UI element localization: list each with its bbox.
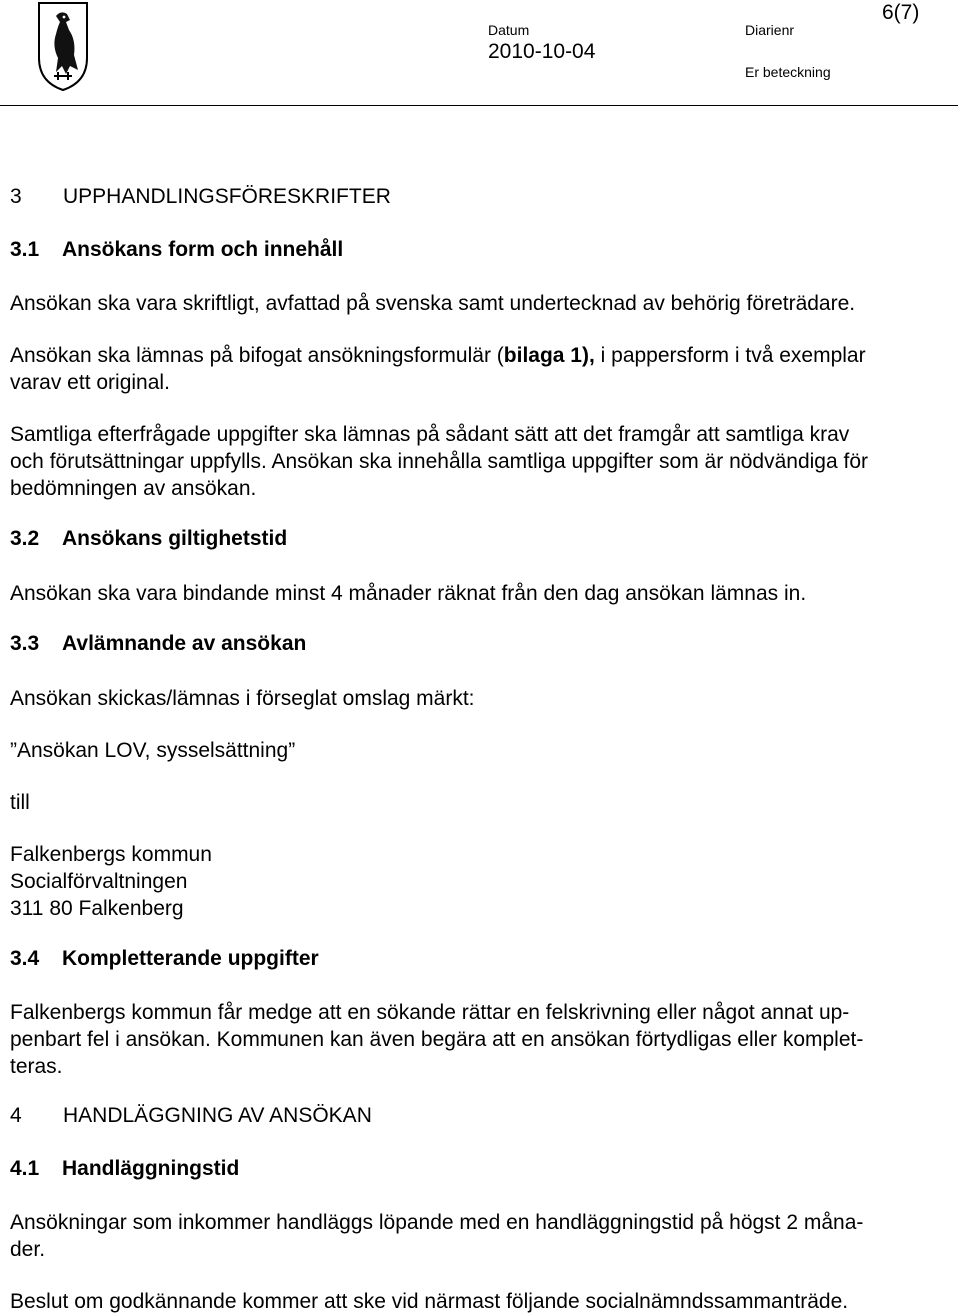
paragraph-line: penbart fel i ansökan. Kommunen kan även begära att en ansökan förtydligas eller komplet- — [10, 1028, 864, 1051]
paragraph: Ansökan skickas/lämnas i förseglat omslag märkt: — [10, 687, 475, 710]
section-3-4-heading — [10, 947, 319, 971]
section-4-heading — [10, 1104, 372, 1128]
text: Ansökan ska lämnas på bifogat ansökningsformulär ( — [10, 344, 504, 367]
section-title: Ansökans giltighetstid — [62, 527, 288, 550]
paragraph: Beslut om godkännande kommer att ske vid närmast följande socialnämndssammanträde. — [10, 1290, 849, 1313]
section-title: Avlämnande av ansökan — [62, 632, 307, 655]
section-number: 3.1 — [10, 238, 40, 261]
datum-label: Datum — [488, 22, 530, 38]
bold-reference: bilaga 1), — [503, 344, 595, 367]
diarienr-label: Diarienr — [745, 22, 795, 38]
paragraph-line: der. — [10, 1238, 46, 1261]
section-title: HANDLÄGGNING AV ANSÖKAN — [63, 1104, 372, 1127]
paragraph-line — [10, 342, 866, 369]
paragraph-line: Samtliga efterfrågade uppgifter ska lämnas på sådant sätt att det framgår att samtliga krav — [10, 423, 850, 446]
paragraph-line: bedömningen av ansökan. — [10, 477, 257, 500]
address-line: Falkenbergs kommun — [10, 843, 212, 866]
address-line: 311 80 Falkenberg — [10, 897, 184, 920]
paragraph-line: och förutsättningar uppfylls. Ansökan ska innehålla samtliga uppgifter som är nödvändiga för — [10, 450, 869, 473]
section-number: 3.2 — [10, 527, 40, 550]
paragraph: till — [10, 791, 30, 814]
section-title: Ansökans form och innehåll — [62, 238, 344, 261]
section-title: UPPHANDLINGSFÖRESKRIFTER — [63, 185, 391, 208]
section-number: 3.3 — [10, 632, 40, 655]
document-date: 2010-10-04 — [488, 40, 596, 63]
paragraph-line: Falkenbergs kommun får medge att en sökande rättar en felskrivning eller något annat up- — [10, 1001, 850, 1024]
section-number: 4.1 — [10, 1157, 40, 1180]
paragraph: Ansökan ska vara skriftligt, avfattad på svenska samt undertecknad av behörig företrädare. — [10, 292, 856, 315]
section-3-heading — [10, 185, 391, 209]
section-3-3-heading — [10, 632, 306, 656]
section-title: Handläggningstid — [62, 1157, 240, 1180]
section-number: 3 — [10, 185, 22, 208]
er-beteckning-label: Er beteckning — [745, 64, 831, 80]
header-rule — [0, 105, 958, 106]
paragraph-line: Ansökningar som inkommer handläggs löpande med en handläggningstid på högst 2 måna- — [10, 1211, 864, 1234]
municipal-coat-of-arms-falcon-icon — [36, 0, 90, 92]
section-3-2-heading — [10, 527, 287, 551]
envelope-marking: ”Ansökan LOV, sysselsättning” — [10, 739, 296, 762]
section-title: Kompletterande uppgifter — [62, 947, 319, 970]
section-3-1-heading — [10, 238, 343, 262]
text: i pappersform i två exemplar — [594, 344, 866, 367]
section-4-1-heading — [10, 1157, 239, 1181]
section-number: 3.4 — [10, 947, 40, 970]
paragraph-line: teras. — [10, 1055, 63, 1078]
section-number: 4 — [10, 1104, 22, 1127]
page-number: 6(7) — [882, 1, 920, 24]
address-line: Socialförvaltningen — [10, 870, 188, 893]
paragraph: Ansökan ska vara bindande minst 4 månader räknat från den dag ansökan lämnas in. — [10, 582, 807, 605]
paragraph-line: varav ett original. — [10, 371, 170, 394]
